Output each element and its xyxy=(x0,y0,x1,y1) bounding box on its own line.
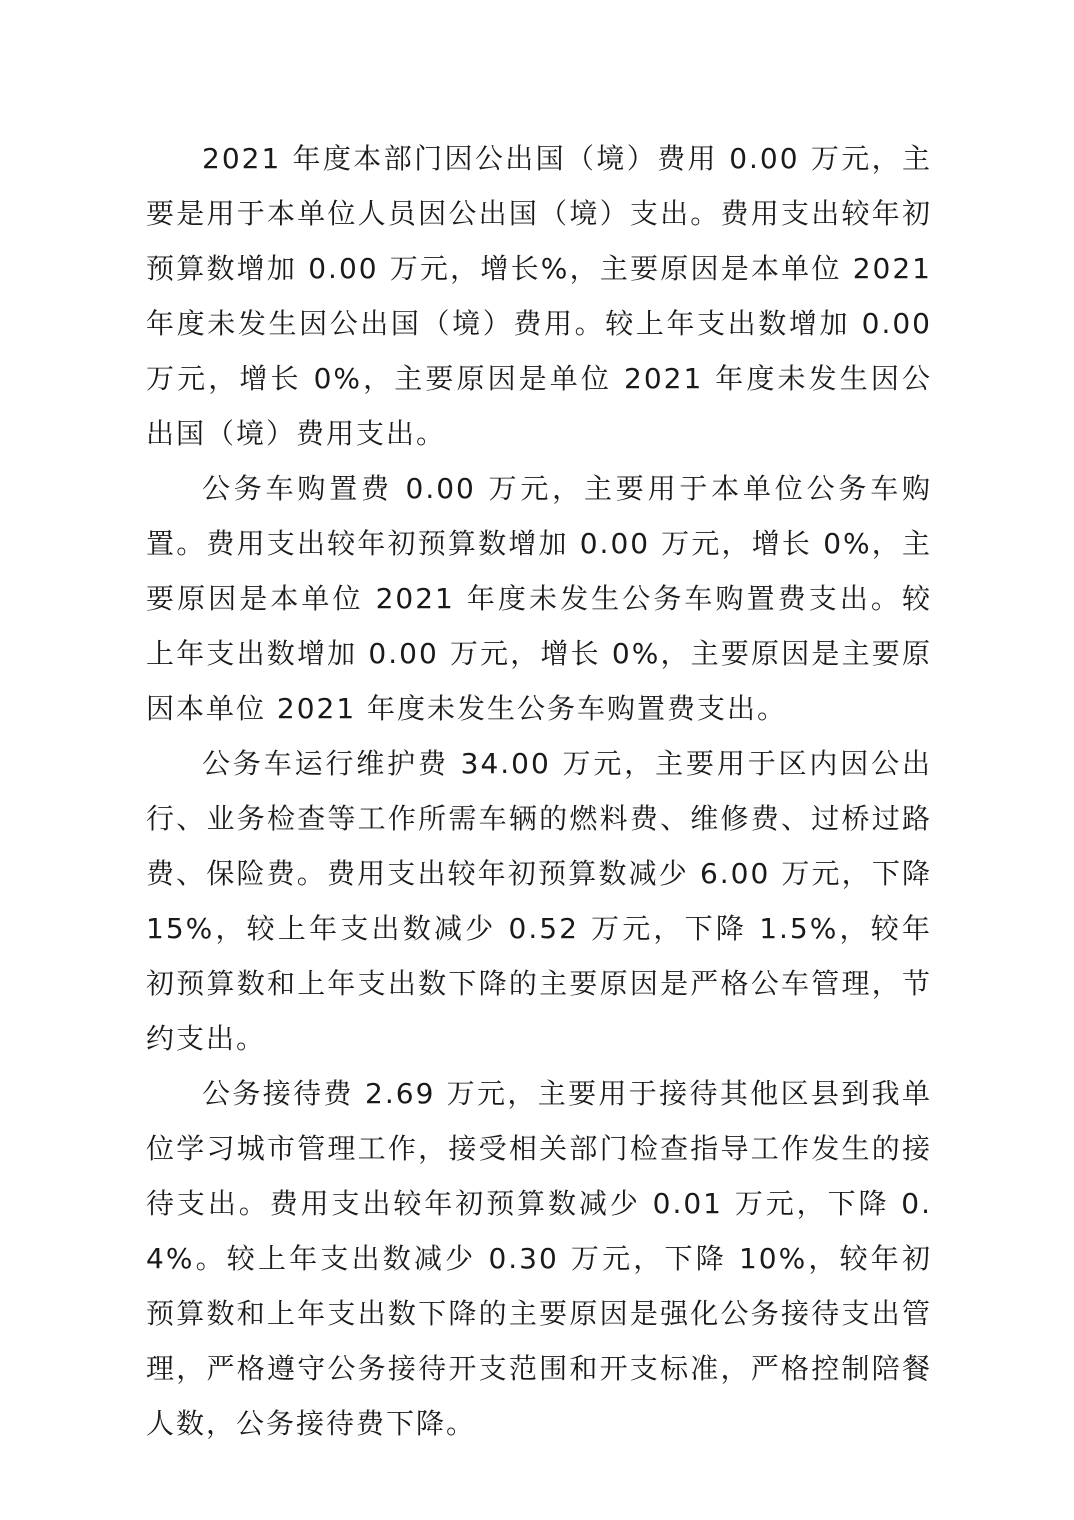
document-body xyxy=(146,131,932,1451)
paragraph-overseas-travel: 2021 年度本部门因公出国（境）费用 0.00 万元，主要是用于本单位人员因公出国（境）支出。费用支出较年初预算数增加 0.00 万元，增长%，主要原因是本单位 2021 年度未发生因公出国（境）费用。较上年支出数增加 0.00 万元，增长 0%，主要原因是单位 2021 年度未发生因公出国（境）费用支出。 xyxy=(146,142,932,450)
paragraph-official-reception: 公务接待费 2.69 万元，主要用于接待其他区县到我单位学习城市管理工作，接受相关部门检查指导工作发生的接待支出。费用支出较年初预算数减少 0.01 万元，下降 0.4%。较上年支出数减少 0.30 万元，下降 10%，较年初预算数和上年支出数下降的主要原因是强化公务接待支出管理，严格遵守公务接待开支范围和开支标准，严格控制陪餐人数，公务接待费下降。 xyxy=(146,1077,932,1440)
paragraph-vehicle-purchase: 公务车购置费 0.00 万元，主要用于本单位公务车购置。费用支出较年初预算数增加 0.00 万元，增长 0%，主要原因是本单位 2021 年度未发生公务车购置费支出。较上年支出数增加 0.00 万元，增长 0%，主要原因是主要原因本单位 2021 年度未发生公务车购置费支出。 xyxy=(146,472,932,725)
paragraph-vehicle-maintenance: 公务车运行维护费 34.00 万元，主要用于区内因公出行、业务检查等工作所需车辆的燃料费、维修费、过桥过路费、保险费。费用支出较年初预算数减少 6.00 万元，下降 15%，较上年支出数减少 0.52 万元，下降 1.5%，较年初预算数和上年支出数下降的主要原因是严格公车管理，节约支出。 xyxy=(146,747,932,1055)
